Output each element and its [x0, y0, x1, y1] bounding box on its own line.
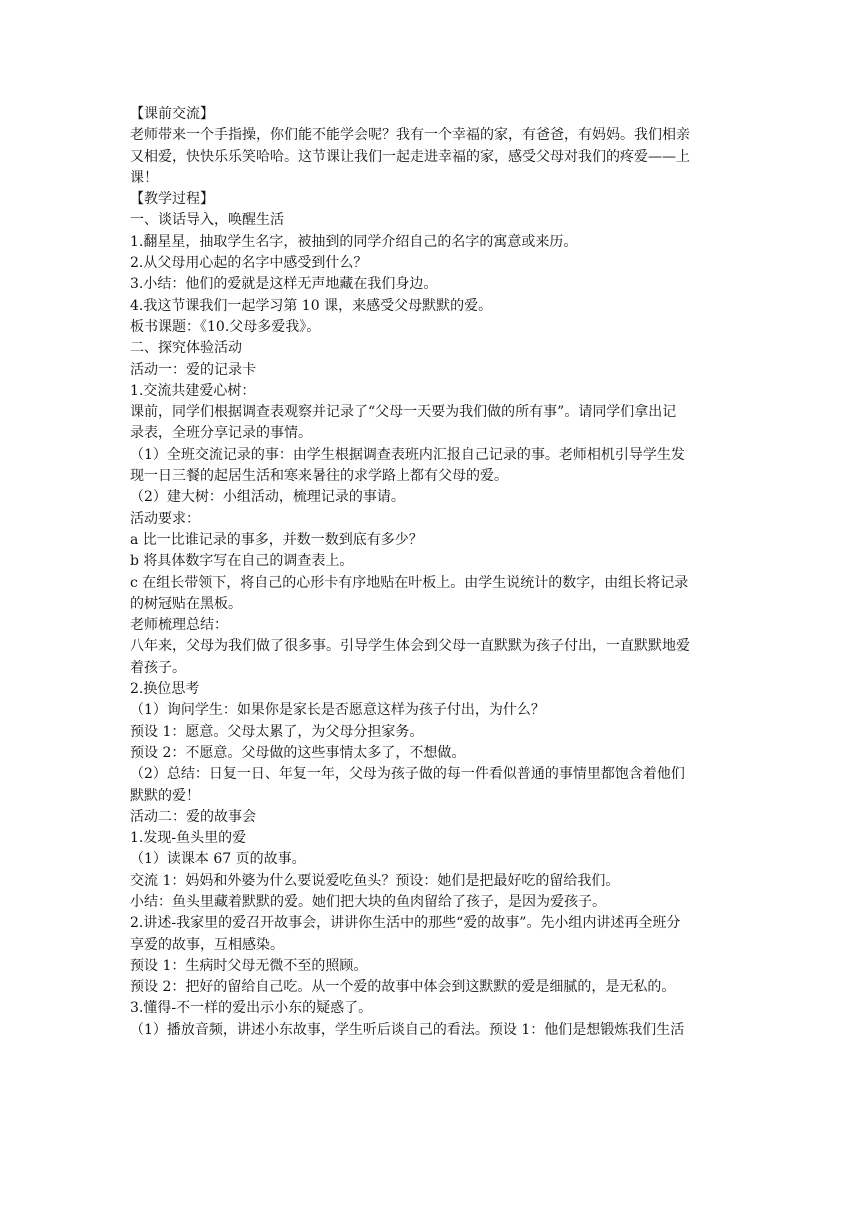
paragraph-line: 4.我这节课我们一起学习第 10 课，来感受父母默默的爱。	[130, 297, 493, 314]
section-heading-pre-class: 【课前交流】	[130, 106, 214, 122]
paragraph-line: 录表，全班分享记录的事情。	[130, 425, 312, 442]
paragraph-line: 八年来，父母为我们做了很多事。引导学生体会到父母一直默默为孩子付出，一直默默地爱	[130, 638, 690, 655]
subheading: 二、探究体验活动	[130, 340, 242, 357]
paragraph-line: 1.交流共建爱心树：	[130, 382, 256, 399]
subheading: 一、谈话导入，唤醒生活	[130, 212, 284, 229]
paragraph-line: （1）读课本 67 页的故事。	[130, 851, 306, 868]
paragraph-line: （2）建大树：小组活动，梳理记录的事请。	[130, 489, 405, 506]
paragraph-line: 课！	[130, 169, 158, 186]
paragraph-line: （1）播放音频，讲述小东故事，学生听后谈自己的看法。预设 1：他们是想锻炼我们生活	[130, 1021, 685, 1038]
paragraph-line: （2）总结：日复一日、年复一年，父母为孩子做的每一件看似普通的事情里都饱含着他们	[130, 766, 685, 783]
paragraph-line: 板书课题：《10.父母多爱我》。	[130, 318, 321, 335]
activity-heading: 活动二：爱的故事会	[130, 808, 256, 825]
paragraph-line: 预设 2：把好的留给自己吃。从一个爱的故事中体会到这默默的爱是细腻的，是无私的。	[130, 979, 676, 996]
paragraph-line: 交流 1：妈妈和外婆为什么要说爱吃鱼头？预设：她们是把最好吃的留给我们。	[130, 872, 620, 889]
paragraph-line: 活动要求：	[130, 510, 200, 527]
paragraph-line: 2.从父母用心起的名字中感受到什么？	[130, 255, 368, 272]
paragraph-line: 小结：鱼头里藏着默默的爱。她们把大块的鱼肉留给了孩子，是因为爱孩子。	[130, 893, 606, 910]
paragraph-line: 1.发现-鱼头里的爱	[130, 830, 247, 847]
paragraph-line: 预设 2：不愿意。父母做的这些事情太多了，不想做。	[130, 744, 466, 761]
paragraph-line: 又相爱，快快乐乐笑哈哈。这节课让我们一起走进幸福的家，感受父母对我们的疼爱——上	[130, 148, 690, 165]
paragraph-line: 课前，同学们根据调查表观察并记录了“父母一天要为我们做的所有事”。请同学们拿出记	[130, 404, 677, 421]
paragraph-line: 默默的爱！	[130, 787, 200, 804]
paragraph-line: 老师梳理总结：	[130, 617, 228, 634]
paragraph-line: （1）全班交流记录的事：由学生根据调查表班内汇报自己记录的事。老师相机引导学生发	[130, 446, 685, 463]
paragraph-line: 3.小结：他们的爱就是这样无声地藏在我们身边。	[130, 276, 438, 293]
paragraph-line: 预设 1：生病时父母无微不至的照顾。	[130, 957, 368, 974]
paragraph-line: 享爱的故事，互相感染。	[130, 936, 284, 953]
paragraph-line: 1.翻星星，抽取学生名字，被抽到的同学介绍自己的名字的寓意或来历。	[130, 233, 578, 250]
paragraph-line: 着孩子。	[130, 659, 186, 676]
paragraph-line: 老师带来一个手指操，你们能不能学会呢？我有一个幸福的家，有爸爸，有妈妈。我们相亲	[130, 127, 690, 144]
paragraph-line: 的树冠贴在黑板。	[130, 595, 242, 612]
section-heading-process: 【教学过程】	[130, 191, 214, 208]
paragraph-line: 预设 1：愿意。父母太累了，为父母分担家务。	[130, 723, 424, 740]
paragraph-line: 2.换位思考	[130, 681, 200, 698]
activity-heading: 活动一：爱的记录卡	[130, 361, 256, 378]
paragraph-line: 现一日三餐的起居生活和寒来暑往的求学路上都有父母的爱。	[130, 468, 508, 485]
paragraph-line: （1）询问学生：如果你是家长是否愿意这样为孩子付出，为什么？	[130, 702, 545, 719]
paragraph-line: 2.讲述-我家里的爱召开故事会，讲讲你生活中的那些“爱的故事”。先小组内讲述再全班分	[130, 915, 681, 932]
paragraph-line: 3.懂得-不一样的爱出示小东的疑惑了。	[130, 1000, 373, 1017]
document-body	[130, 104, 740, 1041]
paragraph-line: a 比一比谁记录的事多，并数一数到底有多少？	[130, 531, 423, 548]
paragraph-line: c 在组长带领下，将自己的心形卡有序地贴在叶板上。由学生说统计的数字，由组长将记录	[130, 574, 689, 591]
paragraph-line: b 将具体数字写在自己的调查表上。	[130, 553, 354, 570]
